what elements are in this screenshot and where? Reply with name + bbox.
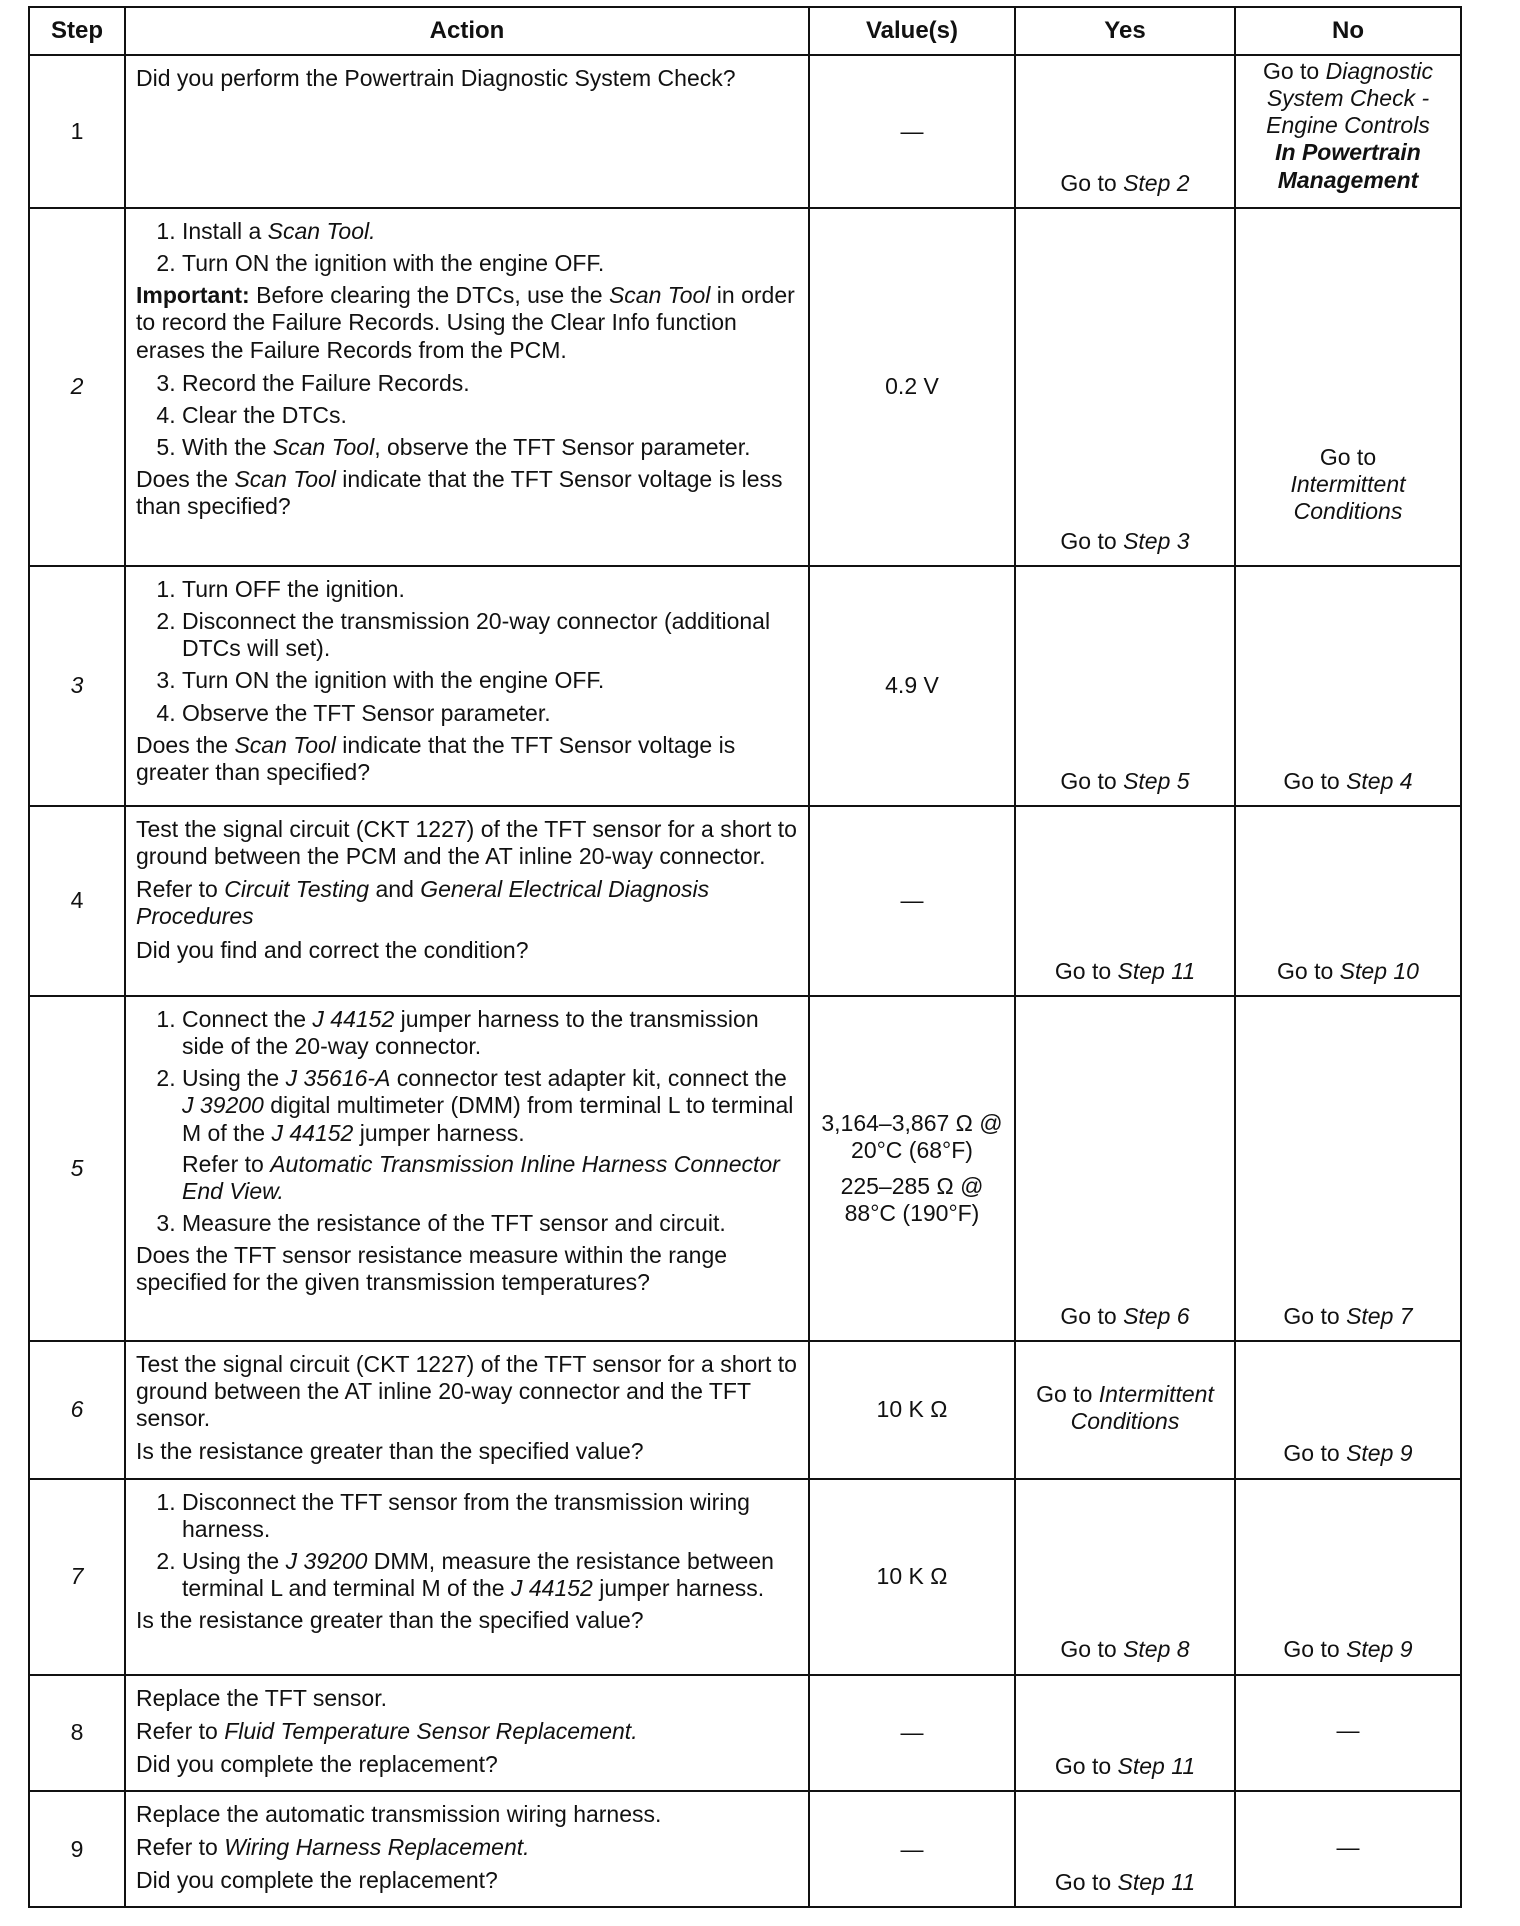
reference: Refer to Fluid Temperature Sensor Replacement. (136, 1717, 638, 1744)
step-link[interactable]: Step 3 (1123, 527, 1190, 554)
no-cell: — (1235, 1791, 1461, 1907)
action-cell (125, 806, 809, 996)
value-cell: 10 K Ω (809, 1479, 1015, 1675)
action-cell (125, 996, 809, 1341)
instruction: Test the signal circuit (CKT 1227) of the TFT sensor for a short to ground between the AT inline 20-way connector and the TFT sensor. (136, 1351, 797, 1432)
action-cell (125, 566, 809, 806)
instruction: Replace the automatic transmission wiring harness. (136, 1800, 662, 1827)
action-cell (125, 55, 809, 208)
yes-cell: Go to Step 6 (1015, 996, 1235, 1341)
question: Did you find and correct the condition? (136, 936, 529, 963)
no-cell: Go to Step 9 (1235, 1479, 1461, 1675)
value-cell: — (809, 55, 1015, 208)
table-row-step-7 (29, 1479, 1461, 1675)
header-values: Value(s) (809, 7, 1015, 55)
header-row (29, 7, 1461, 55)
instruction: 2. Using the J 35616-A connector test adapter kit, connect the J 39200 digital multimeter (DMM) from terminal L to terminal M of the J 44152 jumper harness. Refer to Automatic Transmission Inline Harness Connector End View. (182, 1065, 798, 1205)
instruction: Replace the TFT sensor. (136, 1684, 388, 1711)
no-cell: Go to Step 10 (1235, 806, 1461, 996)
value-cell: — (809, 806, 1015, 996)
reference: Refer to Wiring Harness Replacement. (136, 1834, 530, 1860)
instruction: 4. Observe the TFT Sensor parameter. (182, 700, 798, 727)
action-cell (125, 208, 809, 566)
action-cell (125, 1341, 809, 1479)
reference-link[interactable]: Intermittent Conditions (1290, 470, 1406, 524)
instruction: 1. Turn OFF the ignition. (182, 576, 798, 603)
instruction: 2. Turn ON the ignition with the engine OFF. (182, 250, 798, 277)
question: Did you perform the Powertrain Diagnostic System Check? (136, 65, 736, 91)
step-number: 8 (29, 1675, 125, 1791)
resistance-range-cold: 3,164–3,867 Ω @ 20°C (68°F) (821, 1110, 1003, 1164)
reference: Refer to Circuit Testing and General Electrical Diagnosis Procedures (136, 876, 710, 930)
table-row-step-3 (29, 566, 1461, 806)
instruction: 1. Connect the J 44152 jumper harness to the transmission side of the 20-way connector. (182, 1006, 798, 1060)
action-cell (125, 1791, 809, 1907)
no-cell: Go to Step 4 (1235, 566, 1461, 806)
step-link[interactable]: Step 11 (1117, 957, 1196, 984)
instruction: 3. Measure the resistance of the TFT sensor and circuit. (182, 1210, 798, 1237)
important-note: Important: Before clearing the DTCs, use the Scan Tool in order to record the Failure Records. Using the Clear Info function erases the Failure Records from the PCM. (136, 282, 795, 363)
step-number: 1 (29, 55, 125, 208)
step-number: 7 (29, 1479, 125, 1675)
instruction: 2. Disconnect the transmission 20-way connector (additional DTCs will set). (182, 608, 798, 662)
instruction: 3. Record the Failure Records. (182, 370, 798, 397)
question: Does the Scan Tool indicate that the TFT Sensor voltage is less than specified? (136, 466, 783, 520)
yes-cell: Go to Step 11 (1015, 806, 1235, 996)
step-link[interactable]: Step 8 (1123, 1636, 1190, 1663)
yes-cell: Go to Step 3 (1015, 208, 1235, 566)
question: Does the Scan Tool indicate that the TFT Sensor voltage is greater than specified? (136, 731, 736, 785)
step-number: 2 (29, 208, 125, 566)
no-cell: Go to Step 7 (1235, 996, 1461, 1341)
table-row-step-5 (29, 996, 1461, 1341)
step-link[interactable]: Step 11 (1117, 1752, 1196, 1779)
header-yes: Yes (1015, 7, 1235, 55)
instruction: 1. Install a Scan Tool. (182, 218, 798, 245)
no-cell: — (1235, 1675, 1461, 1791)
question: Did you complete the replacement? (136, 1750, 498, 1777)
table-row-step-1 (29, 55, 1461, 208)
value-cell: 0.2 V (809, 208, 1015, 566)
step-link[interactable]: Step 9 (1346, 1440, 1413, 1467)
no-cell: Go to Intermittent Conditions (1235, 208, 1461, 566)
table-row-step-6 (29, 1341, 1461, 1479)
value-cell: 4.9 V (809, 566, 1015, 806)
instruction: 5. With the Scan Tool, observe the TFT Sensor parameter. (182, 434, 798, 461)
step-link[interactable]: Step 7 (1346, 1302, 1413, 1329)
instruction: 3. Turn ON the ignition with the engine OFF. (182, 667, 798, 694)
step-link[interactable]: Step 11 (1117, 1869, 1196, 1896)
resistance-range-hot: 225–285 Ω @ 88°C (190°F) (840, 1172, 984, 1226)
diagnostic-table (28, 6, 1462, 1908)
instruction: 2. Using the J 39200 DMM, measure the resistance between terminal L and terminal M of the J 44152 jumper harness. (182, 1548, 798, 1602)
yes-cell: Go to Step 2 (1015, 55, 1235, 208)
table-row-step-9 (29, 1791, 1461, 1907)
reference-section: In Powertrain Management (1275, 139, 1421, 193)
instruction: 1. Disconnect the TFT sensor from the transmission wiring harness. (182, 1489, 798, 1543)
question: Is the resistance greater than the specified value? (136, 1438, 644, 1465)
table-row-step-8 (29, 1675, 1461, 1791)
step-link[interactable]: Step 9 (1346, 1636, 1413, 1663)
step-link[interactable]: Step 6 (1123, 1302, 1190, 1329)
step-number: 9 (29, 1791, 125, 1907)
value-cell: — (809, 1675, 1015, 1791)
yes-cell: Go to Step 8 (1015, 1479, 1235, 1675)
value-cell: — (809, 1791, 1015, 1907)
no-cell: Go to Diagnostic System Check - Engine Controls In Powertrain Management (1235, 55, 1461, 208)
table-row-step-2 (29, 208, 1461, 566)
step-link[interactable]: Step 10 (1339, 957, 1419, 984)
reference: Refer to Automatic Transmission Inline Harness Connector End View. (182, 1150, 780, 1204)
step-link[interactable]: Step 5 (1123, 767, 1190, 794)
instruction: 4. Clear the DTCs. (182, 402, 798, 429)
header-step: Step (29, 7, 125, 55)
no-cell: Go to Step 9 (1235, 1341, 1461, 1479)
value-cell (809, 996, 1015, 1341)
yes-cell: Go to Step 11 (1015, 1791, 1235, 1907)
step-number: 4 (29, 806, 125, 996)
reference-link[interactable]: Diagnostic System Check - Engine Controls (1266, 58, 1434, 139)
action-cell (125, 1675, 809, 1791)
header-no: No (1235, 7, 1461, 55)
value-cell: 10 K Ω (809, 1341, 1015, 1479)
header-action: Action (125, 7, 809, 55)
action-cell (125, 1479, 809, 1675)
table-row-step-4 (29, 806, 1461, 996)
instruction: Test the signal circuit (CKT 1227) of the TFT sensor for a short to ground between the PCM and the AT inline 20-way connector. (136, 816, 797, 870)
yes-cell: Go to Intermittent Conditions (1015, 1341, 1235, 1479)
question: Does the TFT sensor resistance measure within the range specified for the given transmission temperatures? (136, 1242, 728, 1296)
yes-cell: Go to Step 11 (1015, 1675, 1235, 1791)
question: Did you complete the replacement? (136, 1867, 498, 1894)
question: Is the resistance greater than the specified value? (136, 1607, 644, 1633)
step-number: 6 (29, 1341, 125, 1479)
step-number: 5 (29, 996, 125, 1341)
step-number: 3 (29, 566, 125, 806)
step-link[interactable]: Step 4 (1346, 767, 1413, 794)
step-link[interactable]: Step 2 (1123, 169, 1190, 196)
yes-cell: Go to Step 5 (1015, 566, 1235, 806)
reference-link[interactable]: Intermittent Conditions (1070, 1380, 1214, 1434)
